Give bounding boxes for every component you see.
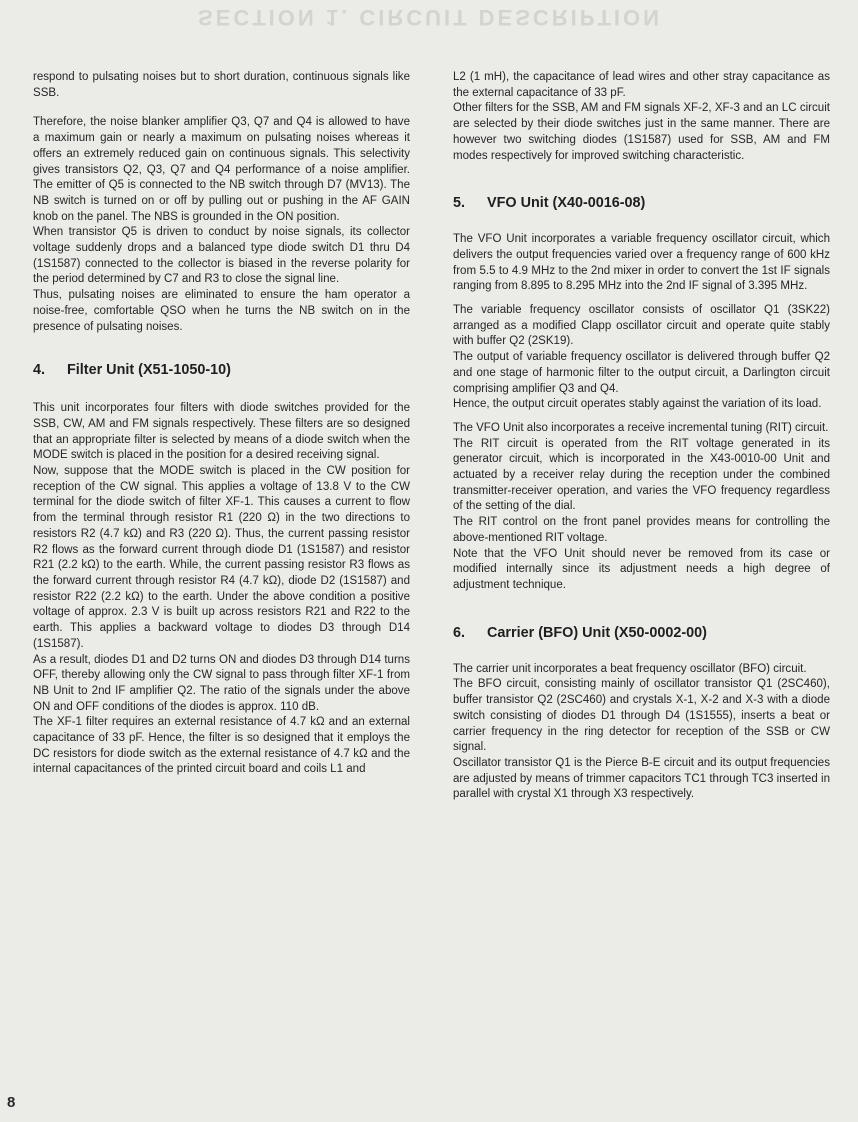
- paragraph: The VFO Unit incorporates a variable frequency oscillator circuit, which delivers the output frequencies varied over a frequency range of 600 kHz from 5.5 to 4.9 MHz to the 2nd mixer in order to convert the 1st IF signals ranging from 8.895 to 8.295 MHz into the 2nd IF signal of 3.395 MHz.: [453, 233, 830, 293]
- section-number: 4.: [33, 362, 46, 379]
- page-number: 8: [7, 1094, 16, 1111]
- section-number: 5.: [453, 195, 466, 212]
- section-number: 6.: [453, 624, 466, 641]
- paragraph: When transistor Q5 is driven to conduct by noise signals, its collector voltage suddenly drops and a balanced type diode switch D1 thru D4 (1S1587) connected to the collector is biased in the reverse polarity for the period determined by C7 and R3 to close the signal line.: [33, 226, 410, 286]
- paragraph: Oscillator transistor Q1 is the Pierce B-E circuit and its output frequencies are adjusted by means of trimmer capacitors TC1 through TC3 inserted in parallel with crystal X1 through X3 respectively.: [453, 756, 830, 801]
- paragraph: The XF-1 filter requires an external resistance of 4.7 kΩ and an external capacitance of 33 pF. Hence, the filter is so designed that it employs the DC resistors for diode switch as the external resistance of 4.7 kΩ and the internal capacitances of the printed circuit board and coils L1 and: [33, 716, 410, 776]
- section-heading-5: [453, 194, 830, 212]
- paragraph: Hence, the output circuit operates stably against the variation of its load.: [453, 398, 822, 411]
- section-title: Filter Unit (X51-1050-10): [67, 362, 231, 379]
- paragraph: The variable frequency oscillator consists of oscillator Q1 (3SK22) arranged as a modified Clapp oscillator circuit and operate quite stably with buffer Q2 (2SK19).: [453, 304, 830, 348]
- right-column: [453, 70, 830, 803]
- paragraph: Note that the VFO Unit should never be removed from its case or modified internally since its adjustment needs a high degree of adjustment technique.: [453, 547, 830, 591]
- paragraph: The output of variable frequency oscillator is delivered through buffer Q2 and one stage of harmonic filter to the output circuit, a Darlington circuit comprising amplifier Q3 and Q4.: [453, 351, 830, 395]
- paragraph: The BFO circuit, consisting mainly of oscillator transistor Q1 (2SC460), buffer transistor Q2 (2SC460) and crystals X-1, X-2 and X-3 with a diode switch consisting of diodes D1 through D4 (1S1555), inserts a beat or carrier frequency in the ring detector for reception of the SSB or CW signal.: [453, 678, 830, 754]
- section-heading-6: [453, 624, 830, 642]
- paragraph: Therefore, the noise blanker amplifier Q3, Q7 and Q4 is allowed to have a maximum gain or nearly a maximum on pulsating noises whereas it offers an extremely reduced gain on continuous signals. This selectivity gives transistors Q2, Q3, Q7 and Q4 performance of a noise amplifier. The emitter of Q5 is connected to the NB switch through D7 (MV13). The NB switch is turned on or off by pulling out or pushing in the AF GAIN knob on the panel. The NBS is grounded in the ON position.: [33, 116, 410, 223]
- paragraph: Other filters for the SSB, AM and FM signals XF-2, XF-3 and an LC circuit are selected by their diode switches just in the same manner. There are however two switching diodes (1S1587) used for SSB, AM and FM modes respectively for improved switching characteristic.: [453, 102, 830, 162]
- section-heading-4: [33, 361, 410, 379]
- paragraph: Now, suppose that the MODE switch is placed in the CW position for reception of the CW signal. This applies a voltage of 13.8 V to the CW terminal for the diode switch of filter XF-1. This causes a current to flow from the terminal through resistor R1 (220 Ω) in the two directions to resistors R2 (4.7 kΩ) and R3 (220 Ω). Thus, the current passing resistor R2 flows as the forward current through diode D1 (1S1587) and resistor R21 (2.2 kΩ) to the earth. While, the current passing resistor R3 flows as the forward current through resistor R4 (4.7 kΩ), diode D2 (1S1587) and resistor R22 (2.2 kΩ) to the earth. Under the above condition a positive voltage of approx. 2.3 V is built up across resistors R21 and R22 to the earth. This applies a backward voltage to diodes D3 through D14 (1S1587).: [33, 465, 410, 650]
- paragraph: The RIT control on the front panel provides means for controlling the above-mentioned RIT voltage.: [453, 516, 830, 544]
- paragraph: This unit incorporates four filters with diode switches provided for the SSB, CW, AM and FM signals respectively. These filters are so designed that an appropriate filter is selected by means of a diode switch when the MODE switch is placed in the position for a desired receiving signal.: [33, 402, 410, 462]
- paragraph: respond to pulsating noises but to short duration, continuous signals like SSB.: [33, 71, 410, 99]
- bleed-through-header: SECTION 1. CIRCUIT DESCRIPTION: [197, 5, 663, 30]
- section-title: Carrier (BFO) Unit (X50-0002-00): [487, 624, 707, 641]
- section-title: VFO Unit (X40-0016-08): [487, 195, 646, 212]
- paragraph: The RIT circuit is operated from the RIT voltage generated in its generator circuit, which is incorporated in the X43-0010-00 Unit and actuated by a receiver relay during the reception under the combined transmitter-receiver operation, and varies the VFO frequency regardless of the setting of the dial.: [453, 437, 830, 513]
- paragraph: As a result, diodes D1 and D2 turns ON and diodes D3 through D14 turns OFF, thereby allowing only the CW signal to pass through filter XF-1 from NB Unit to 2nd IF amplifier Q2. The ratio of the signals under the above ON and OFF conditions of the diodes is approx. 110 dB.: [33, 653, 410, 713]
- paragraph: Thus, pulsating noises are eliminated to ensure the ham operator a noise-free, comfortable QSO when he turns the NB switch on in the presence of pulsating noises.: [33, 289, 410, 333]
- paragraph: L2 (1 mH), the capacitance of lead wires and other stray capacitance as the external capacitance of 33 pF.: [453, 71, 830, 99]
- paragraph: The carrier unit incorporates a beat frequency oscillator (BFO) circuit.: [453, 662, 807, 675]
- paragraph: The VFO Unit also incorporates a receive incremental tuning (RIT) circuit.: [453, 421, 829, 434]
- left-column: [33, 70, 410, 778]
